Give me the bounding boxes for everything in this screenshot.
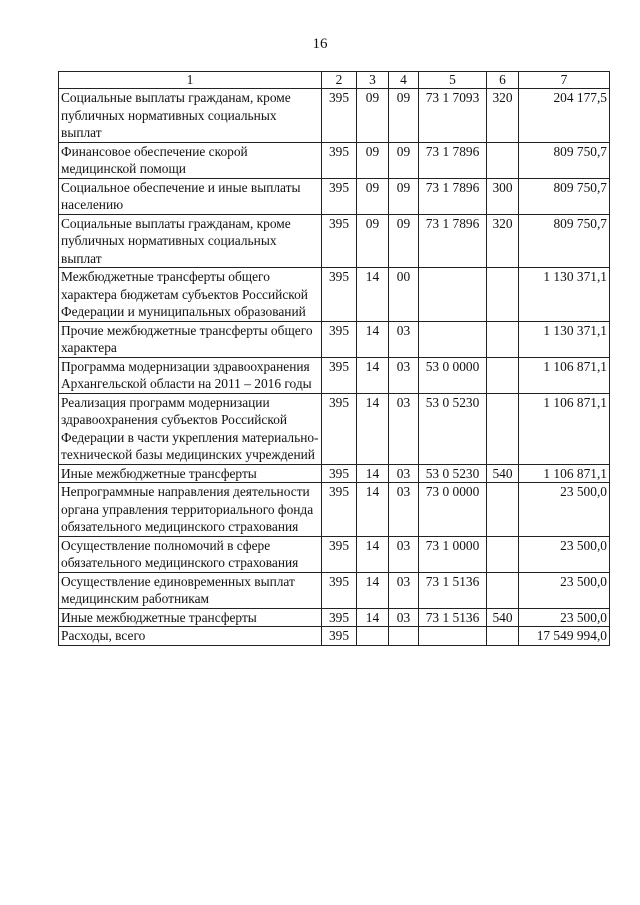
subsection-cell: 03 [389,357,419,393]
target-article-cell: 73 1 5136 [419,608,487,627]
amount-cell: 809 750,7 [519,178,610,214]
table-row [59,214,610,268]
table-body [59,89,610,646]
amount-cell: 809 750,7 [519,214,610,268]
chapter-cell: 395 [322,464,357,483]
chapter-cell: 395 [322,178,357,214]
row-name-cell: Расходы, всего [59,627,322,646]
row-name-cell: Непрограммные направления деятельности органа управления территориального фонда обязательного медицинского страхования [59,483,322,537]
target-article-cell: 53 0 0000 [419,357,487,393]
section-cell: 14 [357,483,389,537]
header-cell: 2 [322,72,357,89]
amount-cell: 809 750,7 [519,142,610,178]
chapter-cell: 395 [322,536,357,572]
expense-type-cell: 540 [487,608,519,627]
row-name-cell: Социальные выплаты гражданам, кроме публичных нормативных социальных выплат [59,214,322,268]
chapter-cell: 395 [322,214,357,268]
subsection-cell: 03 [389,483,419,537]
section-cell: 14 [357,268,389,322]
section-cell [357,627,389,646]
expense-type-cell: 320 [487,214,519,268]
amount-cell: 204 177,5 [519,89,610,143]
row-name-cell: Программа модернизации здравоохранения Архангельской области на 2011 – 2016 годы [59,357,322,393]
chapter-cell: 395 [322,393,357,464]
subsection-cell: 03 [389,536,419,572]
subsection-cell: 03 [389,393,419,464]
table-row [59,608,610,627]
row-name-cell: Иные межбюджетные трансферты [59,464,322,483]
section-cell: 14 [357,464,389,483]
section-cell: 14 [357,608,389,627]
table-row [59,321,610,357]
row-name-cell: Осуществление единовременных выплат медицинским работникам [59,572,322,608]
table-row [59,357,610,393]
subsection-cell: 09 [389,178,419,214]
table-row [59,464,610,483]
page-number: 16 [312,36,328,52]
header-cell: 7 [519,72,610,89]
section-cell: 14 [357,393,389,464]
amount-cell: 23 500,0 [519,572,610,608]
amount-cell: 23 500,0 [519,483,610,537]
target-article-cell: 73 1 0000 [419,536,487,572]
expense-type-cell: 320 [487,89,519,143]
budget-table [58,71,610,646]
expense-type-cell [487,268,519,322]
row-name-cell: Социальные выплаты гражданам, кроме публичных нормативных социальных выплат [59,89,322,143]
subsection-cell: 09 [389,214,419,268]
target-article-cell [419,268,487,322]
section-cell: 09 [357,89,389,143]
expense-type-cell [487,572,519,608]
table-row [59,483,610,537]
section-cell: 14 [357,321,389,357]
subsection-cell [389,627,419,646]
subsection-cell: 03 [389,608,419,627]
amount-cell: 1 130 371,1 [519,321,610,357]
row-name-cell: Реализация программ модернизации здравоохранения субъектов Российской Федерации в части укрепления материально-технической базы медицинских учреждений [59,393,322,464]
subsection-cell: 00 [389,268,419,322]
table-row [59,536,610,572]
expense-type-cell [487,321,519,357]
amount-cell: 17 549 994,0 [519,627,610,646]
expense-type-cell [487,536,519,572]
header-cell: 4 [389,72,419,89]
subsection-cell: 09 [389,142,419,178]
header-cell: 3 [357,72,389,89]
expense-type-cell [487,142,519,178]
row-name-cell: Межбюджетные трансферты общего характера бюджетам субъектов Российской Федерации и муниципальных образований [59,268,322,322]
table-row [59,572,610,608]
table-row [59,89,610,143]
target-article-cell [419,627,487,646]
expense-type-cell: 540 [487,464,519,483]
amount-cell: 1 130 371,1 [519,268,610,322]
target-article-cell: 53 0 5230 [419,464,487,483]
target-article-cell: 73 1 7896 [419,214,487,268]
table-row [59,142,610,178]
header-cell: 1 [59,72,322,89]
row-name-cell: Прочие межбюджетные трансферты общего характера [59,321,322,357]
expense-type-cell: 300 [487,178,519,214]
target-article-cell: 73 1 5136 [419,572,487,608]
row-name-cell: Иные межбюджетные трансферты [59,608,322,627]
chapter-cell: 395 [322,608,357,627]
amount-cell: 23 500,0 [519,536,610,572]
expense-type-cell [487,483,519,537]
expense-type-cell [487,357,519,393]
chapter-cell: 395 [322,321,357,357]
amount-cell: 1 106 871,1 [519,464,610,483]
row-name-cell: Социальное обеспечение и иные выплаты населению [59,178,322,214]
expense-type-cell [487,393,519,464]
target-article-cell: 73 1 7896 [419,142,487,178]
section-cell: 14 [357,536,389,572]
header-row [59,72,610,89]
chapter-cell: 395 [322,268,357,322]
target-article-cell [419,321,487,357]
chapter-cell: 395 [322,357,357,393]
amount-cell: 1 106 871,1 [519,357,610,393]
table-row [59,627,610,646]
expense-type-cell [487,627,519,646]
subsection-cell: 03 [389,464,419,483]
table-row [59,268,610,322]
amount-cell: 23 500,0 [519,608,610,627]
section-cell: 09 [357,178,389,214]
section-cell: 09 [357,214,389,268]
amount-cell: 1 106 871,1 [519,393,610,464]
target-article-cell: 53 0 5230 [419,393,487,464]
target-article-cell: 73 0 0000 [419,483,487,537]
table-row [59,393,610,464]
section-cell: 09 [357,142,389,178]
target-article-cell: 73 1 7093 [419,89,487,143]
subsection-cell: 03 [389,572,419,608]
table-row [59,178,610,214]
row-name-cell: Осуществление полномочий в сфере обязательного медицинского страхования [59,536,322,572]
chapter-cell: 395 [322,89,357,143]
chapter-cell: 395 [322,483,357,537]
target-article-cell: 73 1 7896 [419,178,487,214]
header-cell: 6 [487,72,519,89]
subsection-cell: 09 [389,89,419,143]
chapter-cell: 395 [322,627,357,646]
subsection-cell: 03 [389,321,419,357]
chapter-cell: 395 [322,572,357,608]
header-cell: 5 [419,72,487,89]
section-cell: 14 [357,357,389,393]
section-cell: 14 [357,572,389,608]
chapter-cell: 395 [322,142,357,178]
row-name-cell: Финансовое обеспечение скорой медицинской помощи [59,142,322,178]
